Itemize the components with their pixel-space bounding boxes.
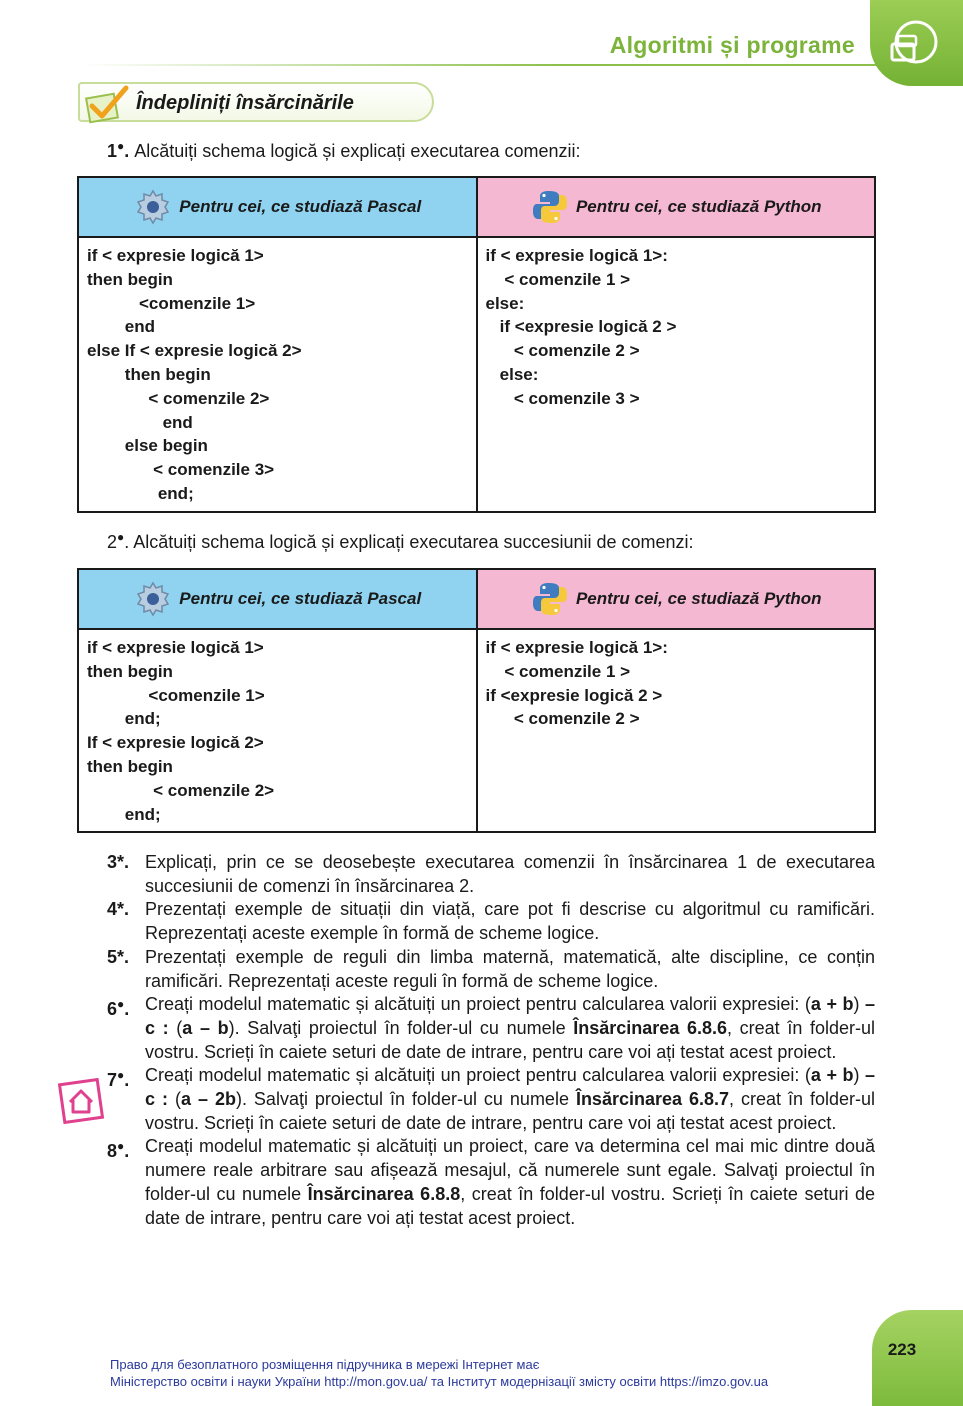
task-text: Alcătuiți schema logică și explicați executarea succesiunii de comenzi: <box>133 532 694 552</box>
task-number: 7●. <box>107 1068 130 1091</box>
python-code-cell <box>478 630 875 831</box>
task-text: Creați modelul matematic și alcătuiți un proiect pentru calcularea valorii expresiei: (a + b) – c : (a – b). Salvaţi proiectul în folder-ul cu numele Însărcinarea 6.8.6, creat în folder-ul vostru. Scrieți în caiete seturi de date de intrare, pentru care voi ați testat acest proiect. <box>145 994 876 1062</box>
code-line: < comenzile 1 > <box>485 661 631 681</box>
code-line: else begin <box>87 436 208 456</box>
code-table-2 <box>77 568 876 833</box>
code-line: then begin <box>87 756 173 776</box>
code-line: if < expresie logică 1> <box>87 638 264 657</box>
gear-icon <box>133 187 173 227</box>
banner-title: Îndepliniți însărcinările <box>136 92 354 114</box>
pascal-header-label: Pentru cei, ce studiază Pascal <box>179 589 422 608</box>
task-item <box>107 993 875 1064</box>
task-2-heading: 2●. Alcătuiți schema logică și explicați executarea succesiunii de comenzi: <box>107 530 694 552</box>
code-line: < comenzile 2 > <box>485 341 640 361</box>
home-task-icon <box>58 1078 104 1124</box>
task-number: 1 <box>107 141 118 161</box>
code-line: then begin <box>87 364 211 384</box>
code-line: if <expresie logică 2 > <box>485 317 677 337</box>
checkmark-icon <box>84 84 132 124</box>
task-number: 8●. <box>107 1139 130 1162</box>
code-line: < comenzile 2> <box>87 388 270 408</box>
computer-icon <box>886 18 942 70</box>
python-logo-icon <box>530 579 570 619</box>
code-line: then begin <box>87 661 173 681</box>
task-text: Creați modelul matematic și alcătuiți un proiect, care va determina cel mai mic dintre două numere reale arbitrare sau afișează mesajul, că numerele sunt egale. Salvaţi proiectul în folder-ul cu numele Însărcinarea 6.8.8, creat în folder-ul vostru. Scrieți în caiete seturi de date de intrare, pentru care voi ați testat acest proiect. <box>145 1136 875 1228</box>
code-line: end; <box>87 709 161 729</box>
page-number: 223 <box>887 1340 917 1359</box>
footer-line-1: Право для безоплатного розміщення підручника в мережі Інтернет має <box>110 1357 540 1372</box>
pascal-header-label: Pentru cei, ce studiază Pascal <box>179 197 422 216</box>
header-rule <box>80 64 880 66</box>
pascal-code-cell <box>79 238 478 511</box>
gear-icon <box>133 579 173 619</box>
task-number: 5*. <box>107 946 130 967</box>
python-logo-icon <box>530 187 570 227</box>
task-number: 3*. <box>107 852 130 872</box>
task-item <box>107 946 875 993</box>
task-list <box>107 851 875 1230</box>
pascal-code-cell <box>79 630 478 831</box>
task-number: 4*. <box>107 899 130 920</box>
task-1-heading: 1●. Alcătuiți schema logică și explicați executarea comenzii: <box>107 139 581 161</box>
task-text: Explicați, prin ce se deosebește executarea comenzii în însărcinarea 1 de executarea succesiunii de comenzi în însărcinarea 2. <box>145 852 875 896</box>
code-line: else: <box>485 364 539 384</box>
task-text: Alcătuiți schema logică și explicați executarea comenzii: <box>134 141 581 161</box>
code-table-1 <box>77 176 876 513</box>
code-line: end; <box>87 804 161 824</box>
task-item <box>107 1064 875 1135</box>
code-line: then begin <box>87 269 173 289</box>
python-header-label: Pentru cei, ce studiază Python <box>575 589 822 608</box>
code-line: If < expresie logică 2> <box>87 733 264 753</box>
task-text: Prezentați exemple de reguli din limba maternă, matematică, alte discipline, ce conțin ramificări. Reprezentați aceste reguli în formă de scheme logice. <box>145 946 875 991</box>
python-header <box>478 570 875 628</box>
code-line: else: <box>485 293 525 313</box>
python-header <box>478 178 875 236</box>
chapter-tab <box>870 0 963 86</box>
code-line: < comenzile 3> <box>87 460 275 480</box>
task-item <box>107 851 875 898</box>
code-line: if <expresie logică 2 > <box>485 685 663 705</box>
task-text: Creați modelul matematic și alcătuiți un proiect pentru calcularea valorii expresiei: (a + b) – c : (a – 2b). Salvaţi proiectul în folder-ul cu numele Însărcinarea 6.8.7, creat în folder-ul vostru. Scrieți în caiete seturi de date de intrare, pentru care voi ați testat acest proiect. <box>145 1065 876 1133</box>
code-line: end <box>87 412 193 432</box>
code-line: if < expresie logică 1>: <box>485 246 668 265</box>
code-line: else If < expresie logică 2> <box>87 341 302 361</box>
chapter-title: Algoritmi și programe <box>609 32 855 58</box>
task-number: 6●. <box>107 997 130 1020</box>
footer-note <box>110 1356 768 1390</box>
tasks-banner <box>78 82 434 122</box>
code-line: <comenzile 1> <box>87 293 256 313</box>
pascal-header <box>79 570 478 628</box>
task-item <box>107 898 875 945</box>
task-item <box>107 1135 875 1230</box>
python-header-label: Pentru cei, ce studiază Python <box>575 197 822 216</box>
code-line: if < expresie logică 1> <box>87 246 264 265</box>
code-line: < comenzile 2> <box>87 780 275 800</box>
code-line: <comenzile 1> <box>87 685 265 705</box>
pascal-header <box>79 178 478 236</box>
code-line: < comenzile 2 > <box>485 709 640 729</box>
code-line: end <box>87 317 156 337</box>
code-line: < comenzile 3 > <box>485 388 640 408</box>
footer-line-2: Міністерство освіти і науки України http://mon.gov.ua/ та Інститут модернізації змісту освіти https://imzo.gov.ua <box>110 1374 769 1389</box>
code-line: < comenzile 1 > <box>485 269 631 289</box>
task-text: Prezentați exemple de situații din viață, care pot fi descrise cu algoritmul cu ramificări. Reprezentați aceste exemple în formă de scheme logice. <box>145 899 875 944</box>
code-line: if < expresie logică 1>: <box>485 638 668 657</box>
code-line: end; <box>87 483 194 503</box>
python-code-cell <box>478 238 875 511</box>
task-number: 2 <box>107 532 118 552</box>
